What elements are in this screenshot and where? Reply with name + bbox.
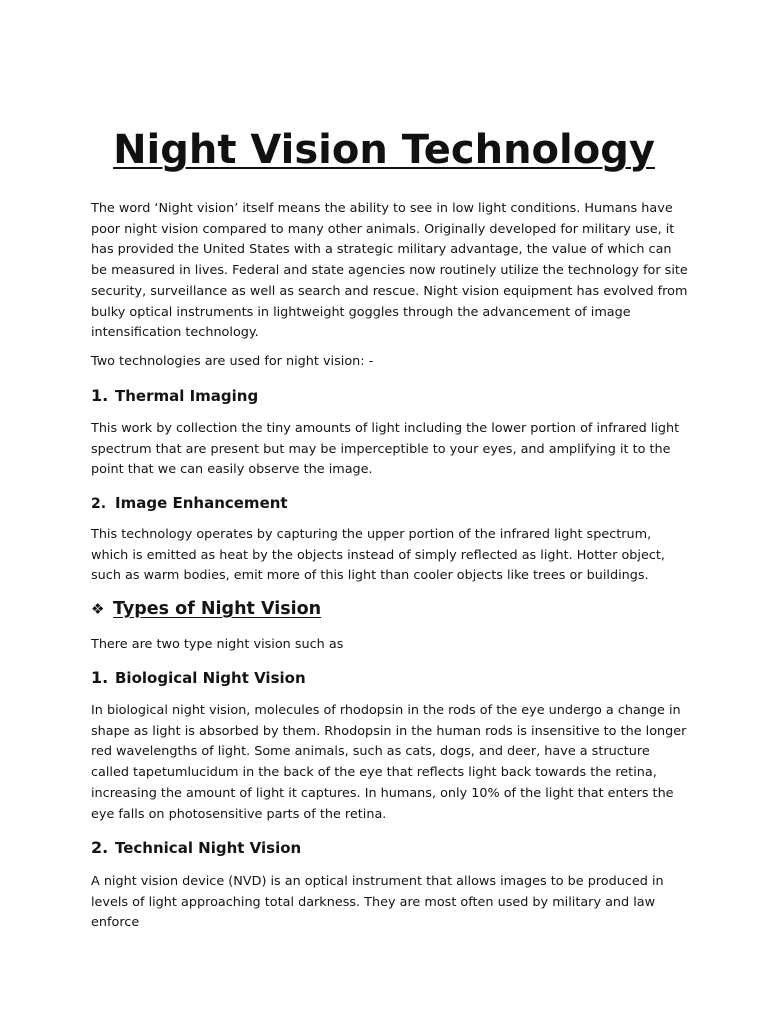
image-enhancement-body: This technology operates by capturing the upper portion of the infrared light spectrum, which is emitted as heat by the objects instead of simply reflected as light. Hotter object, such as warm bodies, emit more of this light than cooler objects like trees or buildings. (91, 527, 665, 584)
biological-night-vision-body: In biological night vision, molecules of rhodopsin in the rods of the eye undergo a change in shape as light is absorbed by them. Rhodopsin in the human rods is insensitive to the longer red wavelengths of light. Some animals, such as cats, dogs, and deer, have a structure called tapetumlucidum in the back of the eye that reflects light back towards the retina, increasing the amount of light it captures. In humans, only 10% of the light that enters the eye falls on photosensitive parts of the retina. (91, 703, 687, 822)
section-heading-biological-night-vision (91, 667, 691, 689)
section-heading-technical-night-vision (91, 837, 691, 859)
section-heading-text: Image Enhancement (115, 494, 288, 512)
document-title-text: Night Vision Technology (113, 126, 655, 173)
technologies-lead: Two technologies are used for night vision: - (91, 354, 374, 369)
intro-paragraph: The word ‘Night vision’ itself means the ability to see in low light conditions. Humans have poor night vision compared to many other animals. Originally developed for military use, it has provided the United States with a strategic military advantage, the value of which can be measured in lives. Federal and state agencies now routinely utilize the technology for site security, surveillance as well as search and rescue. Night vision equipment has evolved from bulky optical instruments in lightweight goggles through the advancement of image intensification technology. (91, 201, 688, 341)
section-heading-text: Biological Night Vision (115, 669, 306, 687)
section-heading-text: Thermal Imaging (115, 387, 259, 405)
section-number: 1. (91, 386, 109, 405)
section-heading-image-enhancement (91, 492, 691, 515)
section-heading-thermal-imaging (91, 385, 691, 407)
section-number: 1. (91, 668, 109, 687)
section-number: 2. (91, 496, 107, 512)
types-heading (91, 597, 691, 621)
section-number: 2. (91, 838, 109, 857)
section-heading-text: Technical Night Vision (115, 839, 302, 857)
types-lead: There are two type night vision such as (91, 637, 344, 652)
technical-night-vision-body: A night vision device (NVD) is an optical instrument that allows images to be produced in levels of light approaching total darkness. They are most often used by military and law enforce (91, 874, 664, 931)
types-heading-text: Types of Night Vision (113, 599, 322, 619)
thermal-imaging-body: This work by collection the tiny amounts of light including the lower portion of infrared light spectrum that are present but may be imperceptible to your eyes, and amplifying it to the point that we can easily observe the image. (91, 421, 680, 478)
diamond-bullet-icon: ❖ (91, 600, 105, 618)
document-title (0, 122, 768, 178)
